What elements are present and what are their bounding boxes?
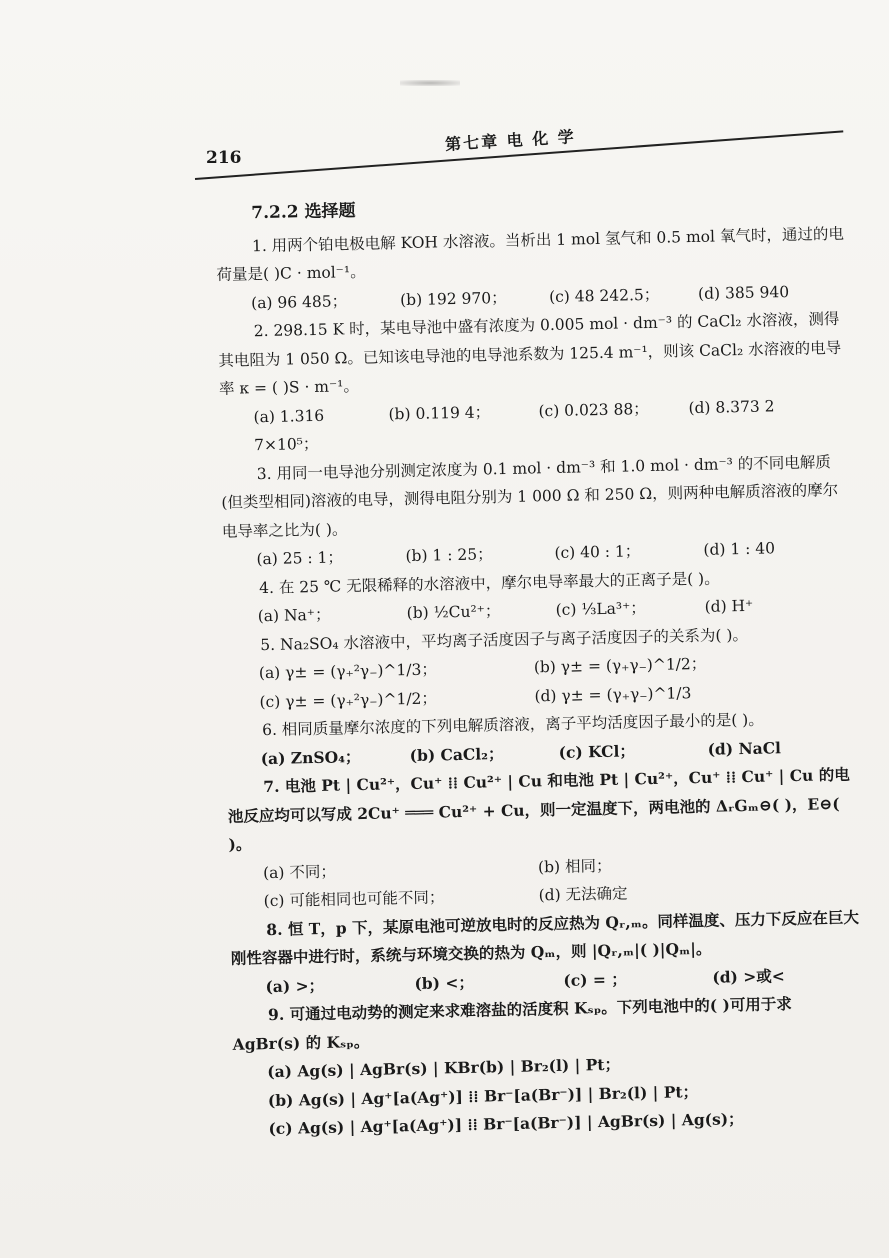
option-b: (b) 1 : 25； [405,545,493,566]
option-c: (c) γ± = (γ₊²γ₋)^1/2； [259,688,438,711]
option-b: (b) γ± = (γ₊γ₋)^1/2； [533,654,707,677]
option-c: (c) KCl； [558,740,636,762]
question-7: 7. 电池 Pt | Cu²⁺，Cu⁺ ⁞⁞ Cu²⁺ | Cu 和电池 Pt | Cu²⁺，Cu⁺ ⁞⁞ Cu⁺ | Cu 的电池反应均可以写成 2Cu⁺ ═══ Cu²⁺ + Cu，则一定温度下，两电池的 ΔᵣGₘ⊖( )，E⊖( )。 [227,764,850,854]
option-a: (a) 96 485； [250,291,348,312]
option-a: (a) Na⁺； [257,605,331,626]
option-d: (d) 1 : 40 [703,539,776,559]
question-9-option-a: (a) Ag(s) | AgBr(s) | KBr(b) | Br₂(l) | Pt； [267,1054,621,1082]
option-c: (c) ⅓La³⁺； [555,599,646,619]
option-c: (c) = ； [563,969,627,990]
option-a: (a) 1.316 7×10⁵； [253,406,325,455]
option-b: (b) ½Cu²⁺； [406,602,501,623]
page-number: 216 [206,148,242,168]
option-a: (a) 不同； [262,862,337,882]
option-a: (a) γ± = (γ₊²γ₋)^1/3； [258,660,438,683]
question-9-option-b: (b) Ag(s) | Ag⁺[a(Ag⁺)] ⁞⁞ Br⁻[a(Br⁻)] | Br₂(l) | Pt； [267,1081,699,1110]
question-1: 1. 用两个铂电极电解 KOH 水溶液。当析出 1 mol 氢气和 0.5 mol 氧气时，通过的电荷量是( )C · mol⁻¹。 [216,224,845,284]
content [215,187,865,1144]
option-d: (d) NaCl [707,737,782,759]
question-2: 2. 298.15 K 时，某电导池中盛有浓度为 0.005 mol · dm⁻³ 的 CaCl₂ 水溶液，测得其电阻为 1 050 Ω。已知该电导池的电导池系数为 125.4 m⁻¹，则该 CaCl₂ 水溶液的电导率 κ = ( )S · m⁻¹。 [218,309,842,398]
question-5: 5. Na₂SO₄ 水溶液中，平均离子活度因子与离子活度因子的关系为( )。 [260,625,749,654]
question-4: 4. 在 25 ℃ 无限稀释的水溶液中，摩尔电导率最大的正离子是( )。 [258,569,720,597]
option-a: (a) ZnSO₄； [260,746,361,768]
option-d: (d) >或< [712,965,785,987]
option-d: (d) γ± = (γ₊γ₋)^1/3 [534,683,692,705]
question-9: 9. 可通过电动势的测定来求难溶盐的活度积 Kₛₚ。下列电池中的( )可用于求 AgBr(s) 的 Kₛₚ。 [232,994,793,1054]
option-d: (d) 无法确定 [538,884,628,905]
option-c: (c) 可能相同也可能不同； [263,888,445,911]
option-b: (b) 192 970； [399,288,507,309]
option-a: (a) >； [265,975,325,996]
section-title: 7.2.2 选择题 [251,201,356,224]
option-c: (c) 40 : 1； [554,542,641,562]
scan-smudge [400,80,460,86]
option-b: (b) CaCl₂； [409,743,504,765]
option-b: (b) 0.119 4； [388,402,491,423]
chapter-title: 第七章 电 化 学 [444,127,577,154]
question-6: 6. 相同质量摩尔浓度的下列电解质溶液，离子平均活度因子最小的是( )。 [261,710,764,740]
option-b: (b) 相同； [537,856,612,876]
question-8: 8. 恒 T，p 下，某原电池可逆放电时的反应热为 Qᵣ,ₘ。同样温度、压力下反应在巨大刚性容器中进行时，系统与环境交换的热为 Qₘ，则 |Qᵣ,ₘ|( )|Qₘ|。 [230,907,860,968]
option-a: (a) 25 : 1； [256,548,344,569]
question-9-option-c: (c) Ag(s) | Ag⁺[a(Ag⁺)] ⁞⁞ Br⁻[a(Br⁻)] | AgBr(s) | Ag(s)； [268,1109,744,1139]
option-d: (d) H⁺ [704,596,754,616]
option-b: (b) <； [414,972,475,993]
option-c: (c) 48 242.5； [548,285,660,306]
option-c: (c) 0.023 88； [538,399,649,420]
option-d: (d) 8.373 2 [688,396,775,417]
option-d: (d) 385 940 [697,282,790,303]
question-3: 3. 用同一电导池分别测定浓度为 0.1 mol · dm⁻³ 和 1.0 mol · dm⁻³ 的不同电解质(但类型相同)溶液的电导，测得电阻分别为 1 000 Ω 和 250 Ω，则两种电解质溶液的摩尔电导率之比为( )。 [221,452,839,541]
